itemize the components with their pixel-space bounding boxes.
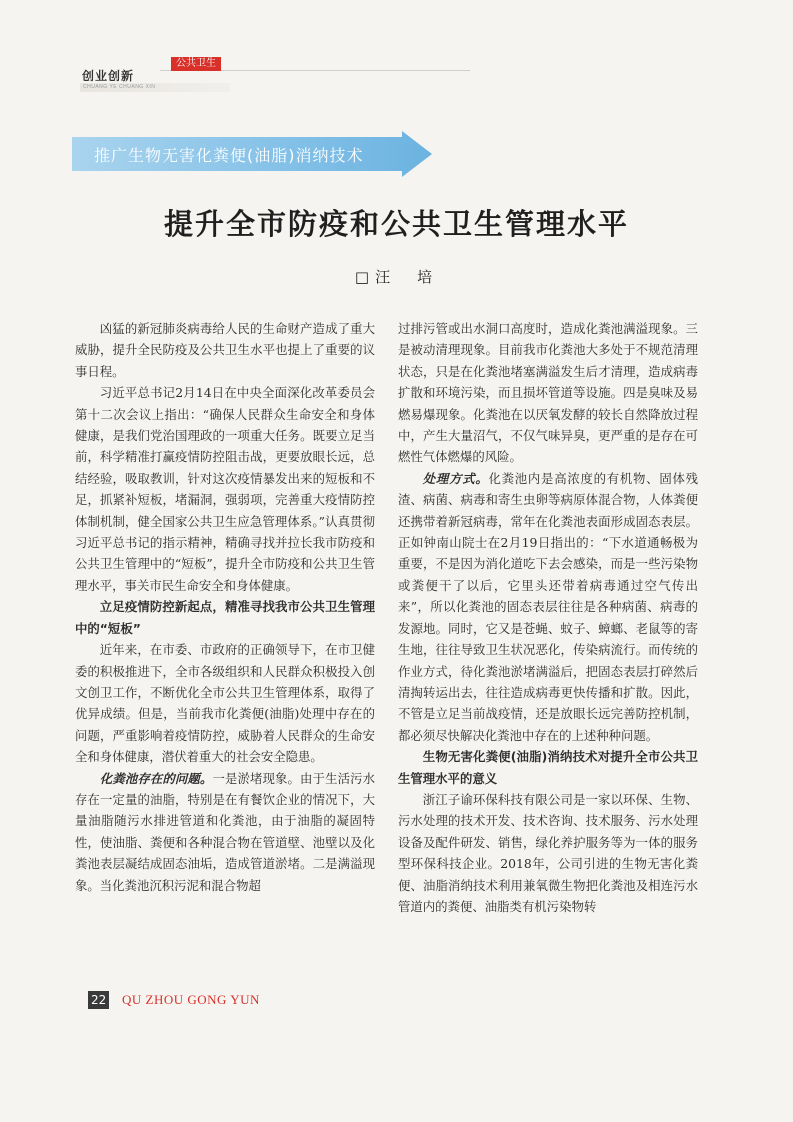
paragraph-lead: 化粪池存在的问题。 [99,770,213,786]
paragraph-body: 一是淤堵现象。由于生活污水存在一定量的油脂，特别是在有餐饮企业的情况下，大量油脂随污水排进管道和化粪池，由于油脂的凝固特性，使油脂、粪便和各种混合物在管道壁、池壁以及化粪池表层凝结成固态油垢，造成管道淤堵。二是满溢现象。当化粪池沉积污泥和混合物超 [75,770,376,893]
magazine-name: QU ZHOU GONG YUN [122,992,260,1007]
left-column [75,318,375,896]
paragraph: 凶猛的新冠肺炎病毒给人民的生命财产造成了重大威胁，提升全民防疫及公共卫生水平也提上了重要的议事日程。 [75,321,375,379]
section-heading: 立足疫情防控新起点，精准寻找我市公共卫生管理中的“短板” [75,599,375,636]
paragraph: 过排污管或出水洞口高度时，造成化粪池满溢现象。三是被动清理现象。目前我市化粪池大多处于不规范清理状态，只是在化粪池堵塞满溢发生后才清理，造成病毒扩散和环境污染，而且损坏管道等设施。四是臭味及易燃易爆现象。化粪池在以厌氧发酵的较长自然降放过程中，产生大量沼气，不仅气味异臭，更严重的是存在可燃性气体燃爆的风险。 [398,321,698,465]
section-label: 创业创新 [82,69,135,83]
page-number: 22 [88,991,109,1009]
article-title: 提升全市防疫和公共卫生管理水平 [163,207,629,241]
paragraph-lead: 处理方式。 [422,470,489,486]
article-author: □汪 培 [354,268,439,286]
paragraph: 近年来，在市委、市政府的正确领导下，在市卫健委的积极推进下，全市各级组织和人民群众积极投入创文创卫工作，不断优化全市公共卫生管理体系，取得了优异成绩。但是，当前我市化粪便(油脂)处理中存在的问题，严重影响着疫情防控，威胁着人民群众的生命安全和身体健康，潜伏着重大的社会安全隐患。 [75,642,375,765]
banner-text: 推广生物无害化粪便(油脂)消纳技术 [94,146,364,165]
right-column [398,318,698,917]
paragraph: 浙江子谕环保科技有限公司是一家以环保、生物、污水处理的技术开发、技术咨询、技术服务、污水处理设备及配件研发、销售，绿化养护服务等为一体的服务型环保科技企业。2018年，公司引进的生物无害化粪便、油脂消纳技术利用兼氧微生物把化粪池及相连污水管道内的粪便、油脂类有机污染物转 [398,791,698,914]
paragraph [75,768,375,896]
paragraph-body: 化粪池内是高浓度的有机物、固体残渣、病菌、病毒和寄生虫卵等病原体混合物，人体粪便还携带着新冠病毒，常年在化粪池表面形成固态表层。正如钟南山院士在2月19日指出的：“下水道通畅极为重要，不是因为消化道吃下去会感染，而是一些污染物或粪便干了以后，它里头还带着病毒通过空气传出来”，所以化粪池的固态表层往往是各种病菌、病毒的发源地。同时，它又是苍蝇、蚊子、蟑螂、老鼠等的寄生地，往往导致卫生状况恶化，传染病流行。而传统的作业方式，待化粪池淤堵满溢后，把固态表层打碎然后清掏转运出去，往往造成病毒更快传播和扩散。因此，不管是立足当前战疫情，还是放眼长远完善防控机制，都必须尽快解决化粪池中存在的上述种种问题。 [398,470,698,743]
section-pinyin: CHUANG YE CHUANG XIN [83,84,156,90]
paragraph [398,468,698,746]
section-badge: 公共卫生 [171,57,221,71]
section-heading: 生物无害化粪便(油脂)消纳技术对提升全市公共卫生管理水平的意义 [398,749,698,786]
topic-banner [72,131,432,177]
paragraph: 习近平总书记2月14日在中央全面深化改革委员会第十二次会议上指出：“确保人民群众生命安全和身体健康，是我们党治国理政的一项重大任务。既要立足当前，科学精准打赢疫情防控阻击战，更要放眼长远，总结经验，吸取教训，针对这次疫情暴发出来的短板和不足，抓紧补短板，堵漏洞，强弱项，完善重大疫情防控体制机制，健全国家公共卫生应急管理体系。”认真贯彻习近平总书记的指示精神，精确寻找并拉长我市防疫和公共卫生管理中的“短板”，提升全市防疫和公共卫生管理水平，事关市民生命安全和身体健康。 [75,385,375,593]
